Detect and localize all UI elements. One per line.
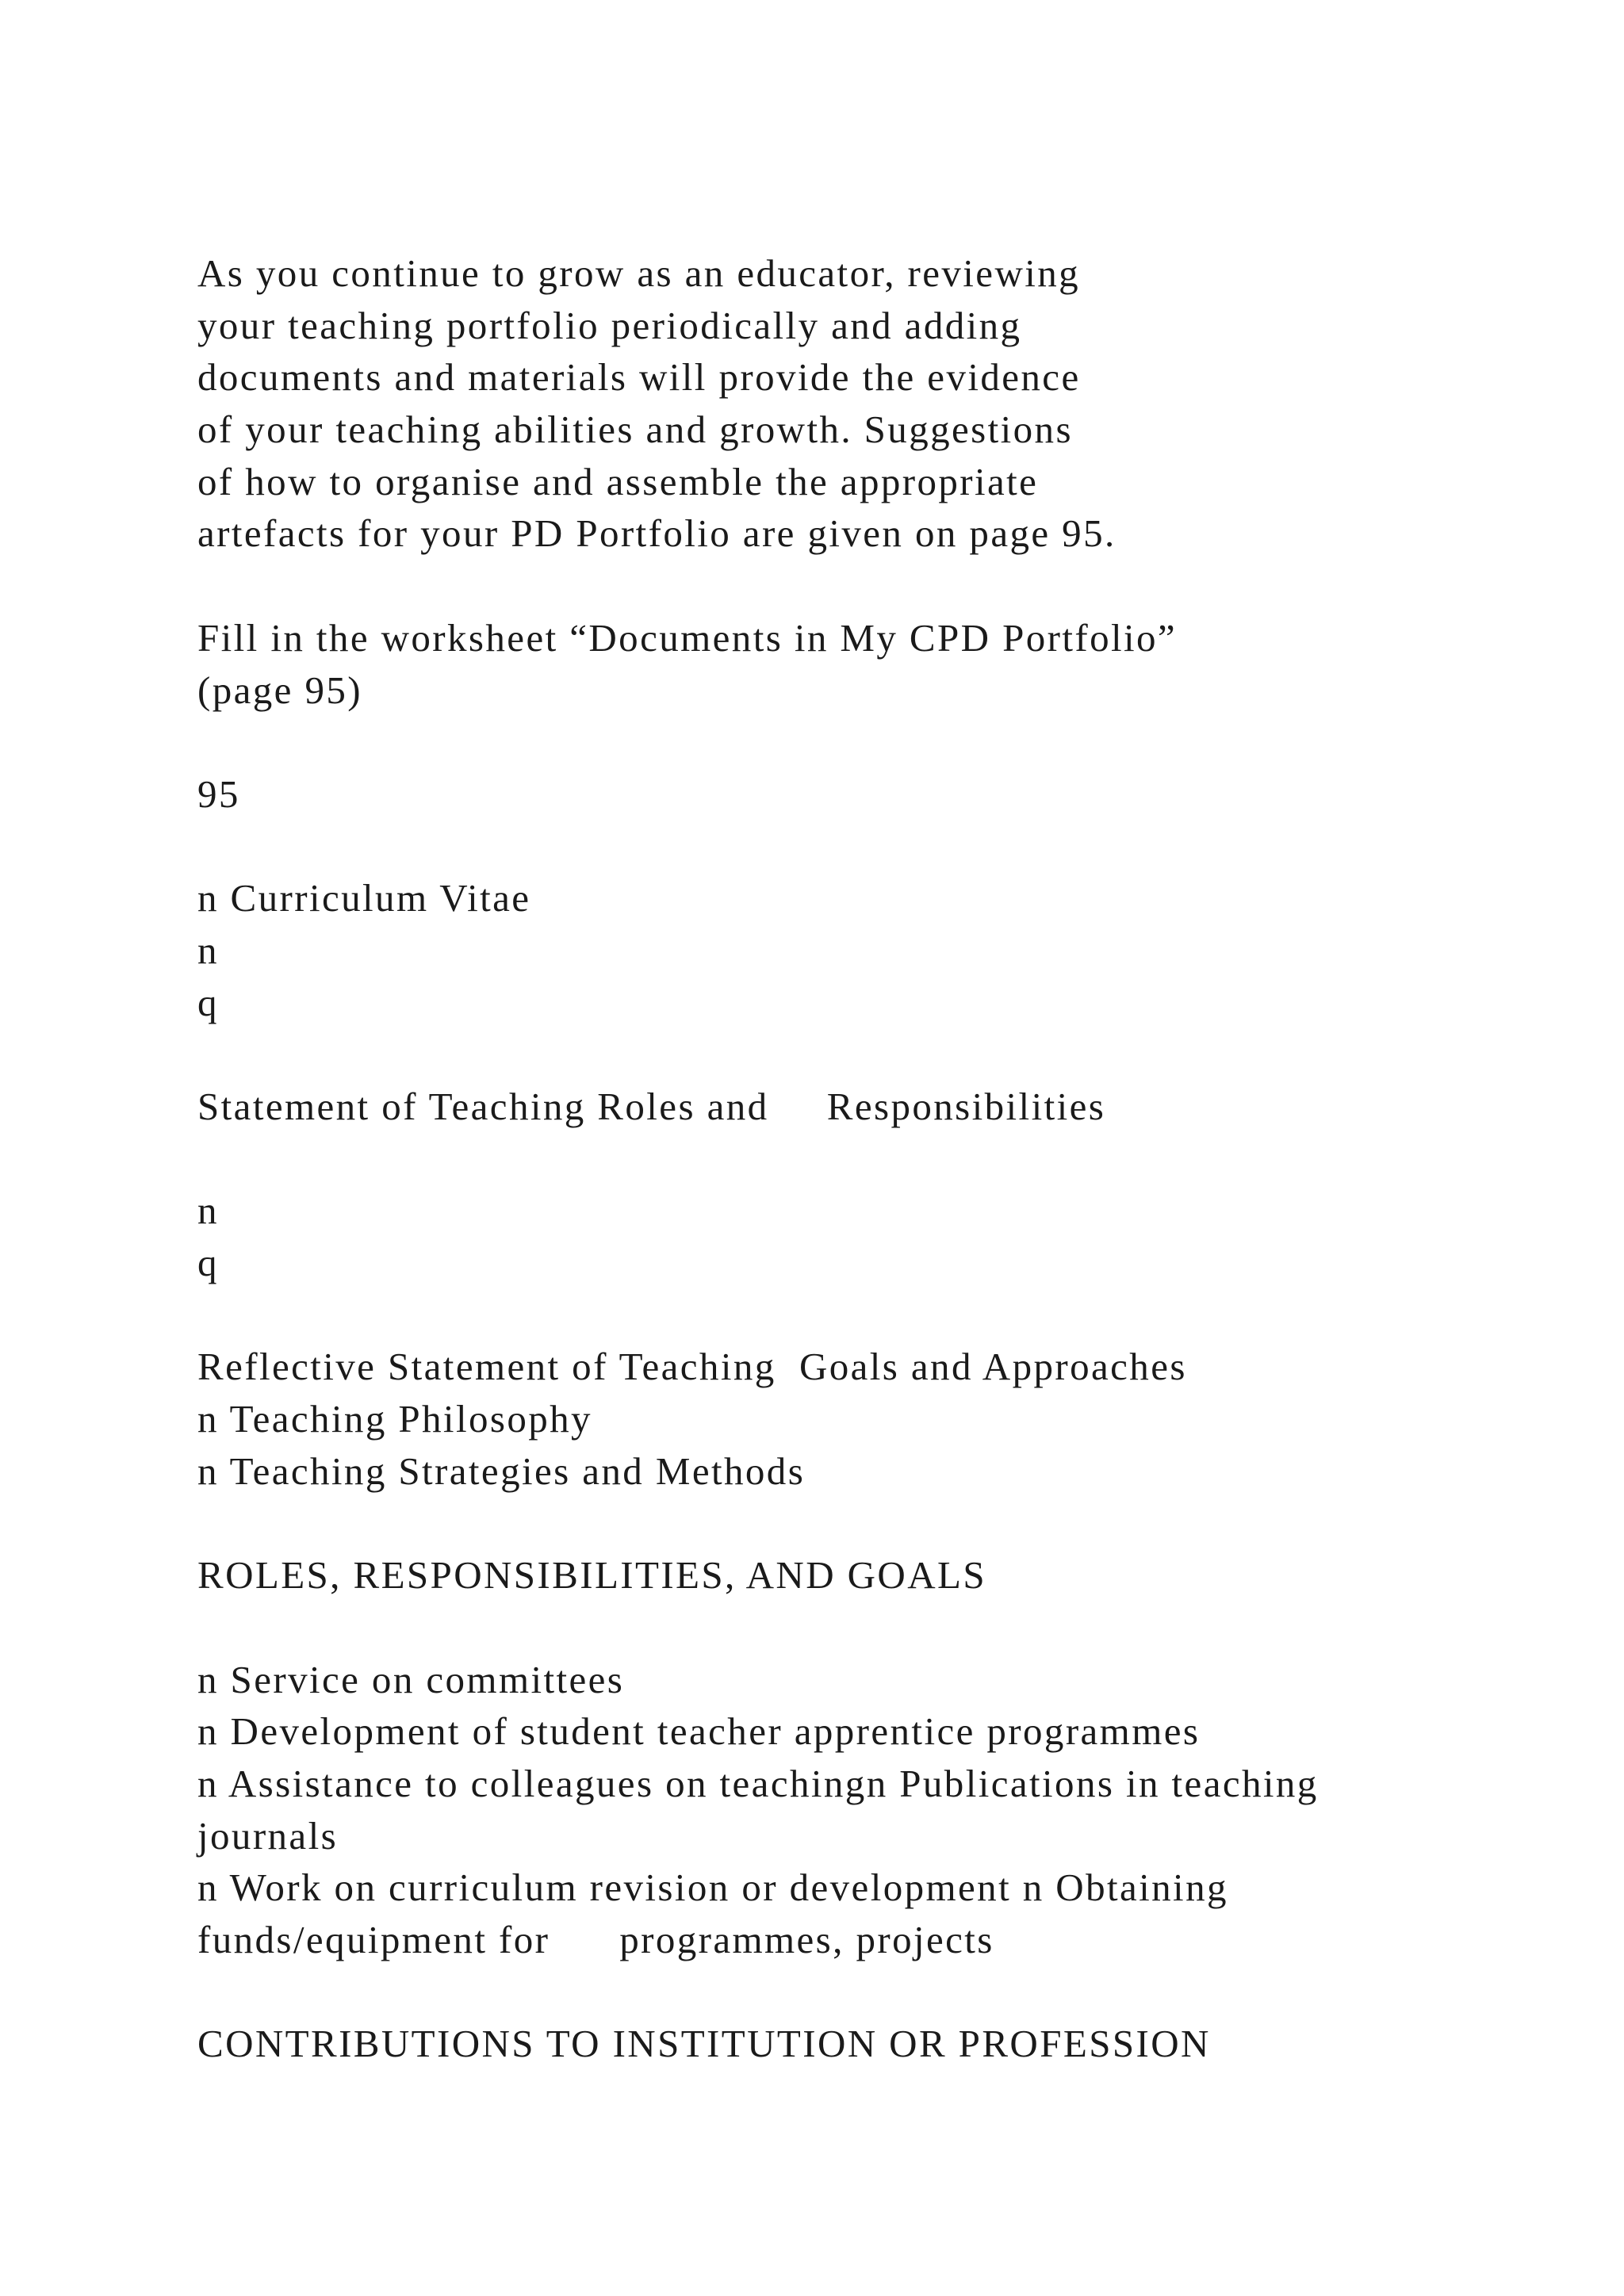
instruction-line: Fill in the worksheet “Documents in My CPD Portfolio” <box>197 615 1178 660</box>
list-item-roles-statement: Statement of Teaching Roles and Responsibilities <box>197 1085 1106 1128</box>
intro-line: of how to organise and assemble the appropriate <box>197 459 1039 503</box>
intro-line: documents and materials will provide the evidence <box>197 355 1081 400</box>
list-item: n Work on curriculum revision or development n Obtaining <box>197 1866 1228 1910</box>
spacer <box>197 821 1561 873</box>
list-item-philosophy: n Teaching Philosophy <box>197 1397 592 1441</box>
bullet-marker: q <box>197 980 219 1024</box>
list-item-cv: n Curriculum Vitae <box>197 876 531 920</box>
bullet-marker: q <box>197 1241 219 1285</box>
instruction-line: (page 95) <box>197 668 362 712</box>
spacer <box>197 1498 1561 1550</box>
intro-line: As you continue to grow as an educator, reviewing <box>197 251 1081 295</box>
spacer <box>197 1133 1561 1185</box>
list-item-reflective-statement: Reflective Statement of Teaching Goals and Approaches <box>197 1345 1187 1389</box>
list-item: funds/equipment for programmes, projects <box>197 1918 994 1961</box>
list-item-strategies: n Teaching Strategies and Methods <box>197 1448 806 1493</box>
spacer <box>197 1601 1561 1654</box>
list-item: journals <box>197 1813 339 1858</box>
bullet-marker: n <box>197 1188 219 1233</box>
section-heading-contributions: CONTRIBUTIONS TO INSTITUTION OR PROFESSION <box>197 2022 1211 2066</box>
document-body <box>197 247 1561 2070</box>
spacer <box>197 1028 1561 1081</box>
spacer <box>197 1966 1561 2019</box>
bullet-marker: n <box>197 928 219 972</box>
list-item: n Service on committees <box>197 1657 625 1701</box>
list-item: n Development of student teacher apprentice programmes <box>197 1709 1201 1754</box>
page-number: 95 <box>197 771 240 816</box>
spacer <box>197 1289 1561 1341</box>
list-item: n Assistance to colleagues on teachingn Publications in teaching <box>197 1761 1319 1805</box>
spacer <box>197 716 1561 768</box>
intro-line: artefacts for your PD Portfolio are given on page 95. <box>197 511 1116 556</box>
section-heading-roles: ROLES, RESPONSIBILITIES, AND GOALS <box>197 1553 986 1598</box>
intro-line: of your teaching abilities and growth. Suggestions <box>197 408 1073 452</box>
spacer <box>197 560 1561 612</box>
intro-line: your teaching portfolio periodically and adding <box>197 303 1022 347</box>
